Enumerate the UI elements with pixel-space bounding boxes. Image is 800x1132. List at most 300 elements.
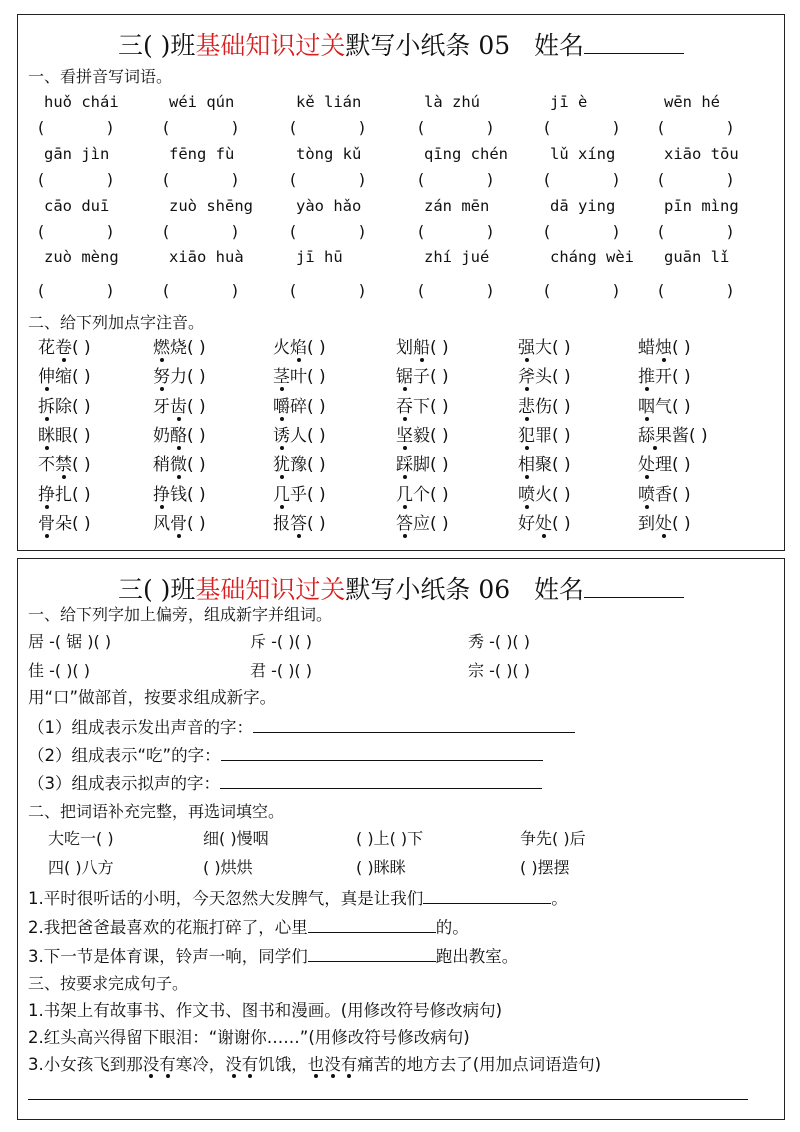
radical-item[interactable]: 宗 -( )( ) xyxy=(468,661,531,680)
answer-parens[interactable]: ( ) xyxy=(307,396,326,417)
zhuyin-row xyxy=(28,337,768,359)
idiom-item[interactable]: 争先( )后 xyxy=(520,829,586,848)
answer-parens[interactable]: ( ) xyxy=(187,425,206,446)
zhuyin-item[interactable] xyxy=(38,396,91,418)
zhuyin-item[interactable] xyxy=(518,337,571,359)
dotted-char: 犯 xyxy=(518,425,535,446)
answer-parens[interactable] xyxy=(163,221,238,243)
radical-item[interactable]: 佳 -( )( ) xyxy=(28,661,91,680)
dotted-char: 吞 xyxy=(396,396,413,417)
dotted-char: 茎 xyxy=(273,367,290,388)
idiom-item[interactable]: ( )烘烘 xyxy=(203,858,253,877)
paren-close: ) xyxy=(231,222,238,241)
dotted-char: 卷 xyxy=(55,338,72,358)
kou-prompt: （1）组成表示发出声音的字： xyxy=(28,718,253,737)
answer-parens[interactable] xyxy=(163,169,238,191)
zhuyin-item[interactable] xyxy=(518,425,571,447)
zhuyin-item[interactable] xyxy=(396,425,449,447)
answer-line[interactable] xyxy=(28,1099,748,1100)
dotted-char: 船 xyxy=(413,338,430,358)
zhuyin-row xyxy=(28,366,768,388)
answer-parens[interactable]: ( ) xyxy=(72,338,91,358)
answer-line[interactable] xyxy=(423,886,551,904)
answer-line[interactable] xyxy=(221,743,543,761)
paren-open: ( xyxy=(544,118,551,137)
answer-parens[interactable]: ( ) xyxy=(187,367,206,388)
kou-prompt: （3）组成表示拟声的字： xyxy=(28,774,220,793)
paren-close: ) xyxy=(486,118,493,137)
dotted-char: 答 xyxy=(290,513,307,534)
word-char: 风 xyxy=(153,513,170,534)
word-char: 伤 xyxy=(535,396,552,417)
zhuyin-item[interactable] xyxy=(638,396,691,418)
zhuyin-item[interactable] xyxy=(396,484,449,506)
dotted-char: 挣 xyxy=(153,484,170,505)
answer-parens[interactable]: ( ) xyxy=(672,484,691,505)
dotted-char: 嚼 xyxy=(273,396,290,417)
dotted-char: 锯 xyxy=(396,367,413,388)
pinyin-word: dā ying xyxy=(550,197,616,215)
pinyin-word: huǒ chái xyxy=(44,93,119,111)
dotted-char: 舔果 xyxy=(638,425,672,446)
zhuyin-item[interactable] xyxy=(638,366,691,388)
name-blank[interactable] xyxy=(584,27,684,54)
dotted-char: 处 xyxy=(655,513,672,534)
fill-text: 3.下一节是体育课，铃声一响，同学们 xyxy=(28,947,308,966)
answer-parens[interactable]: ( ) xyxy=(430,513,449,534)
answer-parens[interactable]: ( ) xyxy=(552,396,571,417)
answer-parens[interactable] xyxy=(418,117,493,139)
paren-open: ( xyxy=(418,281,425,300)
word-char: 钱 xyxy=(170,484,187,505)
answer-parens[interactable] xyxy=(290,280,365,302)
dotted-char: 相 xyxy=(518,455,535,476)
answer-line[interactable] xyxy=(253,715,575,733)
paren-close: ) xyxy=(486,222,493,241)
word-char: 不 xyxy=(38,455,55,476)
answer-parens[interactable]: ( ) xyxy=(430,396,449,417)
zhuyin-row xyxy=(28,425,768,447)
answer-parens[interactable]: ( ) xyxy=(72,484,91,505)
idiom-item[interactable]: ( )摆摆 xyxy=(520,858,570,877)
paren-close: ) xyxy=(726,222,733,241)
answer-parens[interactable] xyxy=(658,280,733,302)
zhuyin-item[interactable] xyxy=(273,454,326,476)
dotted-char: 没 xyxy=(324,1055,341,1074)
zhuyin-item[interactable] xyxy=(518,454,571,476)
dotted-char: 没 xyxy=(142,1055,160,1074)
pinyin-word: tòng kǔ xyxy=(296,145,362,163)
answer-parens[interactable] xyxy=(418,221,493,243)
answer-parens[interactable]: ( ) xyxy=(72,513,91,534)
word-char: 烧 xyxy=(170,338,187,358)
pinyin-word: fēng fù xyxy=(169,145,235,163)
paren-close: ) xyxy=(106,118,113,137)
dotted-char: 斧 xyxy=(518,367,535,388)
word-char: 气 xyxy=(655,396,672,417)
zhuyin-item[interactable] xyxy=(153,366,206,388)
zhuyin-item[interactable] xyxy=(273,513,326,535)
answer-parens[interactable]: ( ) xyxy=(307,513,326,534)
word-char: 聚 xyxy=(535,455,552,476)
dotted-char: 有 xyxy=(159,1055,176,1074)
word-char: 好 xyxy=(518,513,535,534)
paren-close: ) xyxy=(486,170,493,189)
dotted-char: 也 xyxy=(307,1055,325,1074)
paren-open: ( xyxy=(163,118,170,137)
zhuyin-item[interactable] xyxy=(38,454,91,476)
answer-parens[interactable] xyxy=(290,221,365,243)
word-char: 脚 xyxy=(413,455,430,476)
name-blank[interactable] xyxy=(584,571,684,598)
zhuyin-item[interactable] xyxy=(638,425,708,447)
zhuyin-item[interactable] xyxy=(273,484,326,506)
answer-parens[interactable]: ( ) xyxy=(307,484,326,505)
answer-parens[interactable]: ( ) xyxy=(672,367,691,388)
paren-open: ( xyxy=(38,170,45,189)
answer-parens[interactable]: ( ) xyxy=(187,338,206,358)
answer-parens[interactable]: ( ) xyxy=(430,425,449,446)
answer-parens[interactable]: ( ) xyxy=(430,484,449,505)
word-char: 香 xyxy=(655,484,672,505)
worksheet-06 xyxy=(17,558,785,1120)
answer-parens[interactable] xyxy=(290,169,365,191)
sentence-text: 饥饿， xyxy=(258,1055,308,1074)
section-radical-heading: 一、给下列字加上偏旁，组成新字并组词。 xyxy=(28,605,333,624)
answer-parens[interactable] xyxy=(163,117,238,139)
radical-item[interactable]: 居 -( 锯 )( ) xyxy=(28,632,112,651)
radical-item[interactable]: 君 -( )( ) xyxy=(250,661,313,680)
zhuyin-item[interactable] xyxy=(396,513,449,535)
answer-parens[interactable] xyxy=(658,169,733,191)
answer-parens[interactable] xyxy=(290,117,365,139)
pinyin-word: zán mēn xyxy=(424,197,490,215)
paren-open: ( xyxy=(658,281,665,300)
dotted-char: 推 xyxy=(638,367,655,388)
zhuyin-item[interactable] xyxy=(396,366,449,388)
answer-line[interactable] xyxy=(220,771,542,789)
dotted-char: 几 xyxy=(273,484,290,505)
idiom-row xyxy=(28,857,768,879)
fill-text: 1.平时很听话的小明，今天忽然大发脾气，真是让我们 xyxy=(28,889,424,908)
paren-close: ) xyxy=(106,170,113,189)
zhuyin-item[interactable] xyxy=(153,484,206,506)
zhuyin-item[interactable] xyxy=(153,396,206,418)
zhuyin-item[interactable] xyxy=(638,484,691,506)
kou-item-3 xyxy=(28,771,542,796)
pinyin-row xyxy=(28,91,768,113)
paren-close: ) xyxy=(612,170,619,189)
paren-open: ( xyxy=(418,118,425,137)
word-char: 划 xyxy=(396,338,413,358)
zhuyin-item[interactable] xyxy=(518,484,571,506)
zhuyin-item[interactable] xyxy=(273,425,326,447)
answer-line[interactable] xyxy=(308,944,436,962)
answer-parens[interactable]: ( ) xyxy=(672,338,691,358)
answer-parens[interactable]: ( ) xyxy=(552,513,571,534)
word-char: 乎 xyxy=(290,484,307,505)
paren-open: ( xyxy=(658,170,665,189)
zhuyin-item[interactable] xyxy=(273,337,326,359)
zhuyin-item[interactable] xyxy=(638,454,691,476)
paren-open: ( xyxy=(163,222,170,241)
zhuyin-item[interactable] xyxy=(638,513,691,535)
paren-open: ( xyxy=(290,170,297,189)
class-label: 三( )班 xyxy=(117,31,196,60)
paren-open: ( xyxy=(163,170,170,189)
answer-parens[interactable] xyxy=(544,221,619,243)
word-char: 花 xyxy=(38,338,55,358)
zhuyin-item[interactable] xyxy=(273,396,326,418)
answer-parens[interactable]: ( ) xyxy=(552,338,571,358)
answer-parens[interactable]: ( ) xyxy=(672,455,691,476)
zhuyin-item[interactable] xyxy=(38,366,91,388)
answer-parens[interactable]: ( ) xyxy=(72,455,91,476)
word-char: 毅 xyxy=(413,425,430,446)
word-char: 蜡 xyxy=(638,338,655,358)
fill-sentence-3 xyxy=(28,944,518,969)
fill-sentence-2 xyxy=(28,915,469,940)
dotted-char: 几 xyxy=(396,484,413,505)
answer-parens[interactable]: ( ) xyxy=(72,367,91,388)
sentence-text: 痛苦的地方去了(用加点词语造句) xyxy=(357,1055,602,1074)
paren-close: ) xyxy=(231,118,238,137)
zhuyin-item[interactable] xyxy=(38,337,91,359)
answer-parens[interactable]: ( ) xyxy=(72,396,91,417)
zhuyin-item[interactable] xyxy=(38,425,91,447)
answer-parens[interactable]: ( ) xyxy=(187,455,206,476)
radical-item[interactable]: 秀 -( )( ) xyxy=(468,632,531,651)
pinyin-word: jī hū xyxy=(296,248,343,266)
kou-prompt: （2）组成表示“吃”的字： xyxy=(28,746,221,765)
dotted-char: 拆 xyxy=(38,396,55,417)
word-char: 子 xyxy=(413,367,430,388)
word-char: 到 xyxy=(638,513,655,534)
pinyin-word: wéi qún xyxy=(169,93,235,111)
answer-parens[interactable] xyxy=(544,280,619,302)
dotted-char: 努 xyxy=(153,367,170,388)
idiom-item[interactable]: 四( )八方 xyxy=(48,858,114,877)
pinyin-word: là zhú xyxy=(424,93,480,111)
dotted-char: 微 xyxy=(170,455,187,476)
word-char: 个 xyxy=(413,484,430,505)
word-char: 力 xyxy=(170,367,187,388)
zhuyin-row xyxy=(28,484,768,506)
dotted-char: 有 xyxy=(340,1055,358,1074)
dotted-word xyxy=(143,1055,176,1074)
radical-row xyxy=(28,660,768,682)
answer-parens[interactable] xyxy=(544,169,619,191)
answer-parens[interactable] xyxy=(38,221,113,243)
paren-open: ( xyxy=(544,222,551,241)
word-char: 大 xyxy=(535,338,552,358)
dotted-char: 禁 xyxy=(55,455,72,476)
pinyin-word: pīn mìng xyxy=(664,197,739,215)
zhuyin-item[interactable] xyxy=(153,425,206,447)
answer-row xyxy=(28,117,768,139)
answer-parens[interactable]: ( ) xyxy=(430,367,449,388)
paren-close: ) xyxy=(726,118,733,137)
dotted-char: 烛 xyxy=(655,338,672,358)
answer-parens[interactable]: ( ) xyxy=(552,367,571,388)
word-char: 酱 xyxy=(672,425,689,446)
zhuyin-item[interactable] xyxy=(273,366,326,388)
paren-open: ( xyxy=(38,118,45,137)
answer-parens[interactable] xyxy=(658,117,733,139)
zhuyin-item[interactable] xyxy=(38,484,91,506)
zhuyin-item[interactable] xyxy=(38,513,91,535)
answer-parens[interactable]: ( ) xyxy=(187,396,206,417)
answer-parens[interactable]: ( ) xyxy=(307,367,326,388)
answer-parens[interactable]: ( ) xyxy=(552,425,571,446)
pinyin-word: cháng wèi xyxy=(550,248,634,266)
pinyin-word: kě lián xyxy=(296,93,362,111)
answer-parens[interactable] xyxy=(658,221,733,243)
zhuyin-item[interactable] xyxy=(153,337,206,359)
zhuyin-item[interactable] xyxy=(638,337,691,359)
sentence-task-1: 1.书架上有故事书、作文书、图书和漫画。(用修改符号修改病句) xyxy=(28,1001,503,1020)
fill-sentence-1 xyxy=(28,886,568,911)
word-char: 罪 xyxy=(535,425,552,446)
pinyin-word: xiāo tōu xyxy=(664,145,739,163)
kou-intro: 用“口”做部首，按要求组成新字。 xyxy=(28,688,277,707)
dotted-char: 喷 xyxy=(638,484,655,505)
idiom-item[interactable]: ( )眯眯 xyxy=(356,858,406,877)
answer-parens[interactable]: ( ) xyxy=(552,484,571,505)
pinyin-word: lǔ xíng xyxy=(550,145,616,163)
zhuyin-item[interactable] xyxy=(518,513,571,535)
answer-parens[interactable] xyxy=(418,280,493,302)
answer-parens[interactable] xyxy=(163,280,238,302)
paren-close: ) xyxy=(358,170,365,189)
dotted-char: 没 xyxy=(225,1055,242,1074)
paren-close: ) xyxy=(358,281,365,300)
idiom-item[interactable]: 大吃一( ) xyxy=(48,829,114,848)
radical-item[interactable]: 斥 -( )( ) xyxy=(250,632,313,651)
answer-row xyxy=(28,280,768,302)
paren-open: ( xyxy=(38,222,45,241)
word-char: 扎 xyxy=(55,484,72,505)
name-label: 姓名 xyxy=(534,575,585,604)
paren-close: ) xyxy=(106,222,113,241)
word-char: 牙 xyxy=(153,396,170,417)
dotted-char: 强 xyxy=(518,338,535,358)
section-idiom-heading: 二、把词语补充完整，再选词填空。 xyxy=(28,802,285,821)
paren-close: ) xyxy=(358,222,365,241)
idiom-item[interactable]: ( )上( )下 xyxy=(356,829,424,848)
paren-open: ( xyxy=(544,281,551,300)
word-char: 碎 xyxy=(290,396,307,417)
zhuyin-item[interactable] xyxy=(153,513,206,535)
paren-close: ) xyxy=(358,118,365,137)
word-char: 火 xyxy=(535,484,552,505)
pinyin-word: zuò shēng xyxy=(169,197,253,215)
answer-parens[interactable] xyxy=(38,280,113,302)
word-char: 人 xyxy=(290,425,307,446)
kou-item-2 xyxy=(28,743,543,768)
word-char: 理 xyxy=(655,455,672,476)
dotted-char: 处 xyxy=(535,513,552,534)
paren-close: ) xyxy=(612,118,619,137)
paren-open: ( xyxy=(290,118,297,137)
zhuyin-row xyxy=(28,513,768,535)
answer-parens[interactable]: ( ) xyxy=(72,425,91,446)
zhuyin-row xyxy=(28,396,768,418)
zhuyin-item[interactable] xyxy=(396,454,449,476)
dotted-char: 骨 xyxy=(38,513,55,534)
pinyin-word: zuò mèng xyxy=(44,248,119,266)
dotted-char: 答 xyxy=(396,513,413,534)
paren-close: ) xyxy=(231,281,238,300)
answer-parens[interactable]: ( ) xyxy=(307,455,326,476)
fill-text: 2.我把爸爸最喜欢的花瓶打碎了，心里 xyxy=(28,918,308,937)
pinyin-word: jī è xyxy=(550,93,588,111)
paren-open: ( xyxy=(290,281,297,300)
idiom-row xyxy=(28,828,768,850)
sentence-task-2: 2.红头高兴得留下眼泪：“谢谢你……”(用修改符号修改病句) xyxy=(28,1028,470,1047)
dotted-char: 齿 xyxy=(170,396,187,417)
zhuyin-item[interactable] xyxy=(518,366,571,388)
paren-close: ) xyxy=(612,222,619,241)
answer-parens[interactable]: ( ) xyxy=(430,455,449,476)
answer-parens[interactable] xyxy=(38,169,113,191)
title-suffix: 默写小纸条 05 xyxy=(345,31,511,60)
fill-text: 的。 xyxy=(435,918,469,937)
title-highlight: 基础知识过关 xyxy=(195,31,346,60)
answer-parens[interactable]: ( ) xyxy=(307,338,326,358)
answer-parens[interactable]: ( ) xyxy=(187,484,206,505)
answer-parens[interactable]: ( ) xyxy=(672,513,691,534)
word-char: 下 xyxy=(413,396,430,417)
word-char: 火 xyxy=(273,338,290,358)
answer-parens[interactable]: ( ) xyxy=(672,396,691,417)
dotted-char: 焰 xyxy=(290,338,307,358)
answer-line[interactable] xyxy=(308,915,436,933)
word-char: 朵 xyxy=(55,513,72,534)
zhuyin-item[interactable] xyxy=(396,337,449,359)
dotted-char: 伸 xyxy=(38,367,55,388)
answer-parens[interactable]: ( ) xyxy=(430,338,449,358)
word-char: 开 xyxy=(655,367,672,388)
word-char: 奶 xyxy=(153,425,170,446)
sheet06-title xyxy=(18,571,784,607)
idiom-item[interactable]: 细( )慢咽 xyxy=(203,829,269,848)
zhuyin-item[interactable] xyxy=(518,396,571,418)
zhuyin-item[interactable] xyxy=(153,454,206,476)
word-char: 报 xyxy=(273,513,290,534)
dotted-char: 骨 xyxy=(170,513,187,534)
answer-parens[interactable]: ( ) xyxy=(552,455,571,476)
answer-parens[interactable] xyxy=(544,117,619,139)
paren-open: ( xyxy=(658,222,665,241)
answer-parens[interactable] xyxy=(418,169,493,191)
word-char: 头 xyxy=(535,367,552,388)
dotted-char: 燃 xyxy=(153,338,170,358)
pinyin-word: xiāo huà xyxy=(169,248,244,266)
paren-open: ( xyxy=(163,281,170,300)
dotted-char: 犹 xyxy=(273,455,290,476)
dotted-char: 诱 xyxy=(273,425,290,446)
zhuyin-item[interactable] xyxy=(396,396,449,418)
fill-text: 跑出教室。 xyxy=(435,947,519,966)
answer-parens[interactable]: ( ) xyxy=(307,425,326,446)
answer-parens[interactable]: ( ) xyxy=(187,513,206,534)
answer-parens[interactable] xyxy=(38,117,113,139)
paren-close: ) xyxy=(726,281,733,300)
dotted-word xyxy=(308,1055,358,1074)
answer-parens[interactable]: ( ) xyxy=(689,425,708,446)
dotted-char: 眯 xyxy=(38,425,55,446)
